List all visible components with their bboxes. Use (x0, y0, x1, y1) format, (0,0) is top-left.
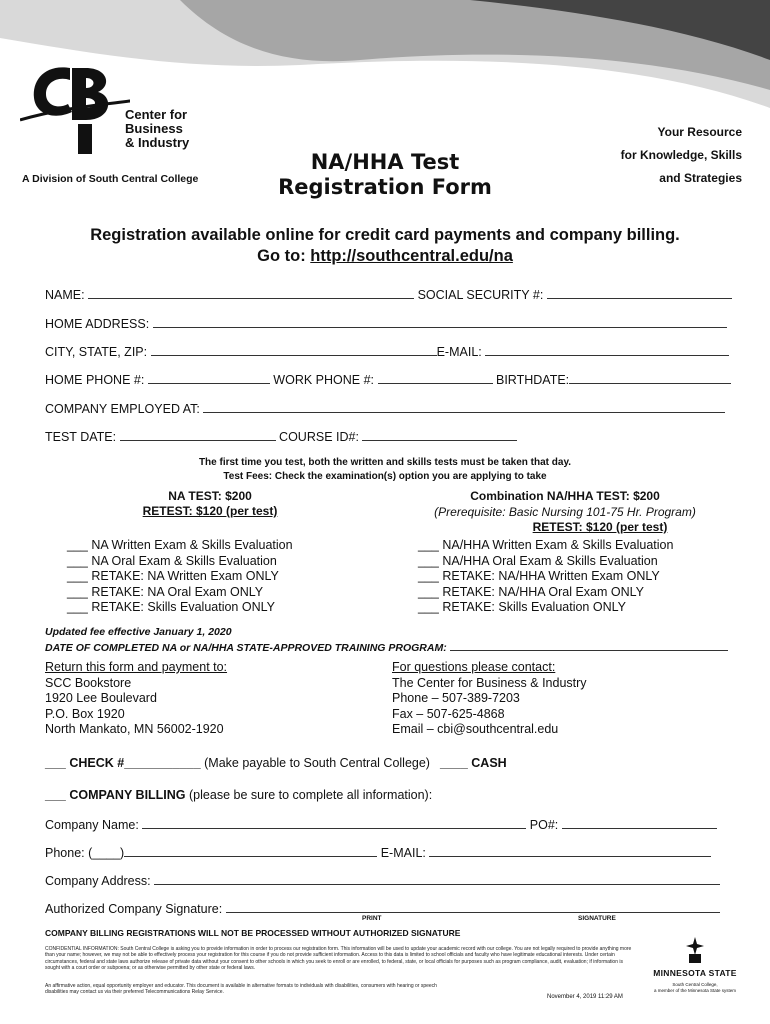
company-address-row (45, 873, 720, 888)
mn-state-name: MINNESOTA STATE (653, 968, 737, 978)
check-option[interactable]: ___ CHECK #___________ (45, 756, 201, 770)
birthdate-input[interactable] (569, 372, 731, 384)
company-input[interactable] (203, 401, 725, 413)
return-line: SCC Bookstore (45, 675, 132, 690)
test-notes (0, 456, 770, 484)
fees-note: Test Fees: Check the examination(s) option you are applying to take (223, 471, 547, 482)
billing-email-input[interactable] (429, 845, 711, 857)
city-label: CITY, STATE, ZIP: (45, 345, 148, 359)
na-option[interactable]: ___ NA Oral Exam & Skills Evaluation (67, 553, 277, 568)
contact-block (392, 660, 587, 738)
billing-row (45, 788, 432, 802)
billing-phone-input[interactable] (124, 845, 377, 857)
contact-heading: For questions please contact: (392, 660, 556, 674)
footer-date: November 4, 2019 11:29 AM (547, 994, 623, 1000)
course-id-label: COURSE ID#: (279, 430, 359, 444)
confidential-notice: CONFIDENTIAL INFORMATION: South Central College is asking you to provide information in order to process our registration form. This information will be used to update your academic record with our college. You are not legally required to provide anything more than your name; however, we may not be able to effectively process your registration for this course if you do not provide sufficient information. Access to this data is limited to school officials and faculty who have legitimate educational interests. Under certain circumstances, federal and state laws authorize release of private data without your consent to other schools in which you seek to enroll or are enrolled, to federal, state, or local officials for purposes such as program compliance, audit, evaluation; if information is sought with a court order or subpoena; or as otherwise permitted by other state or federal laws. (45, 946, 632, 971)
city-row (45, 344, 729, 359)
billing-note: (please be sure to complete all information): (185, 788, 433, 802)
division-text: A Division of South Central College (22, 173, 199, 185)
test-date-input[interactable] (120, 429, 276, 441)
print-label: PRINT (362, 915, 382, 922)
logo-org-name: Center for Business & Industry (125, 107, 190, 150)
name-label: NAME: (45, 288, 85, 302)
signature-input[interactable] (226, 901, 720, 913)
name-row (45, 287, 732, 302)
na-option[interactable]: ___ RETAKE: NA Oral Exam ONLY (67, 584, 264, 599)
check-note: (Make payable to South Central College) (200, 756, 430, 770)
go-to-label: Go to: (257, 247, 311, 265)
cash-option[interactable]: ____ CASH (440, 756, 507, 770)
test-date-label: TEST DATE: (45, 430, 117, 444)
ssn-label: SOCIAL SECURITY #: (417, 288, 544, 302)
signature-row (45, 901, 720, 916)
ssn-input[interactable] (547, 287, 732, 299)
phone-row (45, 372, 731, 387)
contact-line: Phone – 507-389-7203 (392, 691, 520, 705)
billing-phone-label: Phone: (____) (45, 846, 125, 860)
company-address-label: Company Address: (45, 874, 151, 888)
form-title: NA/HHA Test Registration Form (278, 150, 492, 199)
company-name-row (45, 817, 717, 832)
tagline: Your Resource for Knowledge, Skills and Strategies (620, 125, 742, 185)
home-address-label: HOME ADDRESS: (45, 317, 150, 331)
birthdate-label: BIRTHDATE: (495, 373, 570, 387)
billing-phone-row (45, 845, 711, 860)
company-name-input[interactable] (142, 817, 526, 829)
na-option[interactable]: ___ RETAKE: NA Written Exam ONLY (67, 569, 279, 583)
contact-line: Email – cbi@southcentral.edu (392, 722, 559, 736)
contact-line: Fax – 507-625-4868 (392, 706, 505, 721)
home-phone-label: HOME PHONE #: (45, 373, 145, 387)
affirmative-notice: An affirmative action, equal opportunity employer and educator. This document is available in alternative formats to individuals with disabilities, consumers with hearing or speech disabilities may contact us via their preferred Telecommunications Relay Service. (45, 983, 437, 996)
test-date-row (45, 429, 517, 444)
north-star-icon (686, 937, 704, 963)
home-phone-input[interactable] (148, 372, 270, 384)
return-heading: Return this form and payment to: (45, 660, 228, 674)
home-address-row (45, 316, 727, 331)
na-options (67, 538, 293, 616)
completion-date-label: DATE OF COMPLETED NA or NA/HHA STATE-APPROVED TRAINING PROGRAM: (45, 642, 447, 654)
updated-fee (45, 625, 728, 655)
first-time-note: The first time you test, both the written and skills tests must be taken that day. (198, 457, 572, 468)
billing-option[interactable]: ___ COMPANY BILLING (45, 788, 186, 802)
intro-line: Registration available online for credit card payments and company billing. (90, 226, 680, 244)
combo-heading (420, 489, 710, 536)
return-line: P.O. Box 1920 (45, 706, 125, 721)
combo-option[interactable]: ___ NA/HHA Written Exam & Skills Evaluation (418, 538, 674, 552)
scc-member-line: South Central College, a member of the Minnesota State system (653, 982, 737, 993)
email-label: E-MAIL: (436, 345, 482, 359)
combo-option[interactable]: ___ RETAKE: NA/HHA Written Exam ONLY (418, 569, 660, 583)
email-input[interactable] (485, 344, 729, 356)
combo-prereq: (Prerequisite: Basic Nursing 101-75 Hr. Program) (434, 504, 696, 519)
intro (0, 225, 770, 267)
company-name-label: Company Name: (45, 818, 139, 832)
minnesota-state-logo (645, 937, 745, 993)
completion-date-input[interactable] (450, 639, 728, 651)
registration-link[interactable]: http://southcentral.edu/na (310, 247, 513, 265)
billing-warning: COMPANY BILLING REGISTRATIONS WILL NOT BE PROCESSED WITHOUT AUTHORIZED SIGNATURE (45, 928, 461, 938)
city-input[interactable] (151, 344, 437, 356)
cbi-logo-mark (20, 60, 130, 160)
billing-email-label: E-MAIL: (380, 846, 426, 860)
combo-retest: RETEST: $120 (per test) (532, 520, 668, 534)
return-line: North Mankato, MN 56002-1920 (45, 722, 224, 736)
return-line: 1920 Lee Boulevard (45, 691, 157, 705)
contact-line: The Center for Business & Industry (392, 675, 587, 690)
combo-options (418, 538, 673, 616)
combo-option[interactable]: ___ RETAKE: Skills Evaluation ONLY (418, 600, 626, 614)
work-phone-label: WORK PHONE #: (273, 373, 375, 387)
work-phone-input[interactable] (378, 372, 493, 384)
name-input[interactable] (88, 287, 414, 299)
po-input[interactable] (562, 817, 717, 829)
check-row (45, 756, 430, 770)
company-label: COMPANY EMPLOYED AT: (45, 402, 200, 416)
na-heading (110, 489, 310, 519)
company-row (45, 401, 725, 416)
na-retest: RETEST: $120 (per test) (142, 504, 278, 518)
home-address-input[interactable] (153, 316, 727, 328)
na-price: NA TEST: $200 (168, 489, 252, 503)
updated-fee-note: Updated fee effective January 1, 2020 (45, 626, 232, 638)
combo-option[interactable]: ___ NA/HHA Oral Exam & Skills Evaluation (418, 553, 658, 568)
combo-price: Combination NA/HHA TEST: $200 (470, 489, 660, 503)
signature-label: Authorized Company Signature: (45, 902, 223, 916)
na-option[interactable]: ___ NA Written Exam & Skills Evaluation (67, 538, 293, 552)
na-option[interactable]: ___ RETAKE: Skills Evaluation ONLY (67, 600, 275, 614)
company-address-input[interactable] (154, 873, 720, 885)
po-label: PO#: (529, 818, 559, 832)
course-id-input[interactable] (362, 429, 517, 441)
return-block (45, 660, 227, 738)
combo-option[interactable]: ___ RETAKE: NA/HHA Oral Exam ONLY (418, 584, 644, 599)
signature-sub-label: SIGNATURE (578, 915, 616, 922)
